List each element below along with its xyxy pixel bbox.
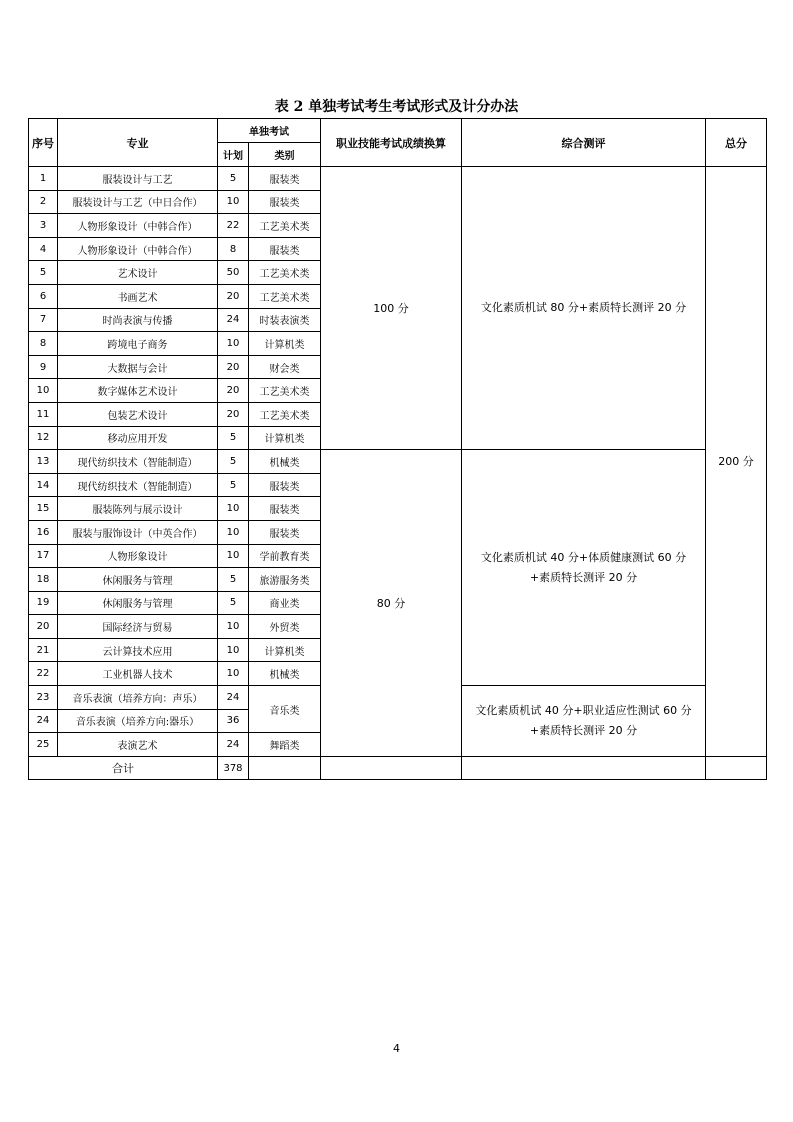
cell-major: 人物形象设计（中韩合作） (58, 237, 218, 261)
cell-plan: 24 (218, 733, 249, 757)
cell-major: 工业机器人技术 (58, 662, 218, 686)
cell-seq: 5 (29, 261, 58, 285)
cell-category: 外贸类 (249, 615, 321, 639)
total-score: 200 分 (706, 167, 767, 757)
cell-plan: 10 (218, 638, 249, 662)
cell-category: 服装类 (249, 190, 321, 214)
header-total: 总分 (706, 119, 767, 167)
table-row (29, 167, 767, 191)
cell-major: 音乐表演（培养方向:器乐） (58, 709, 218, 733)
cell-category: 工艺美术类 (249, 214, 321, 238)
total-plan: 378 (218, 756, 249, 780)
header-category: 类别 (249, 143, 321, 167)
cell-plan: 5 (218, 473, 249, 497)
cell-plan: 24 (218, 308, 249, 332)
cell-plan: 8 (218, 237, 249, 261)
cell-category: 工艺美术类 (249, 261, 321, 285)
cell-major: 艺术设计 (58, 261, 218, 285)
cell-plan: 20 (218, 355, 249, 379)
cell-plan: 10 (218, 190, 249, 214)
cell-plan: 10 (218, 520, 249, 544)
cell-major: 时尚表演与传播 (58, 308, 218, 332)
cell-plan: 5 (218, 450, 249, 474)
cell-category: 工艺美术类 (249, 284, 321, 308)
cell-plan: 20 (218, 284, 249, 308)
cell-plan: 5 (218, 591, 249, 615)
cell-major: 服装与服饰设计（中英合作） (58, 520, 218, 544)
total-empty-category (249, 756, 321, 780)
cell-category: 学前教育类 (249, 544, 321, 568)
cell-major: 书画艺术 (58, 284, 218, 308)
cell-seq: 3 (29, 214, 58, 238)
cell-seq: 20 (29, 615, 58, 639)
cell-seq: 11 (29, 402, 58, 426)
cell-seq: 19 (29, 591, 58, 615)
cell-plan: 20 (218, 379, 249, 403)
cell-major: 音乐表演（培养方向：声乐） (58, 686, 218, 710)
cell-major: 服装设计与工艺 (58, 167, 218, 191)
cell-seq: 24 (29, 709, 58, 733)
cell-seq: 9 (29, 355, 58, 379)
cell-major: 服装陈列与展示设计 (58, 497, 218, 521)
cell-category: 服装类 (249, 473, 321, 497)
header-exam-group: 单独考试 (218, 119, 321, 143)
cell-seq: 22 (29, 662, 58, 686)
cell-plan: 5 (218, 568, 249, 592)
cell-plan: 5 (218, 167, 249, 191)
table-title: 表 2 单独考试考生考试形式及计分办法 (274, 99, 519, 115)
total-row (29, 756, 767, 780)
eval-group-b (462, 450, 706, 686)
cell-major: 表演艺术 (58, 733, 218, 757)
cell-category: 计算机类 (249, 638, 321, 662)
cell-seq: 10 (29, 379, 58, 403)
cell-seq: 14 (29, 473, 58, 497)
cell-seq: 25 (29, 733, 58, 757)
cell-category: 服装类 (249, 520, 321, 544)
cell-plan: 10 (218, 544, 249, 568)
eval-group-b-line1: 文化素质机试 40 分+体质健康测试 60 分 (480, 550, 687, 564)
cell-category: 财会类 (249, 355, 321, 379)
cell-plan: 10 (218, 332, 249, 356)
cell-category: 计算机类 (249, 426, 321, 450)
cell-category: 舞蹈类 (249, 733, 321, 757)
cell-category: 时装表演类 (249, 308, 321, 332)
cell-seq: 15 (29, 497, 58, 521)
cell-major: 包装艺术设计 (58, 402, 218, 426)
cell-major: 休闲服务与管理 (58, 568, 218, 592)
header-plan: 计划 (218, 143, 249, 167)
header-major: 专业 (58, 119, 218, 167)
cell-seq: 16 (29, 520, 58, 544)
cell-plan: 10 (218, 615, 249, 639)
cell-major: 国际经济与贸易 (58, 615, 218, 639)
eval-group-c (462, 686, 706, 757)
cell-plan: 24 (218, 686, 249, 710)
cell-seq: 7 (29, 308, 58, 332)
cell-seq: 4 (29, 237, 58, 261)
cell-major: 人物形象设计 (58, 544, 218, 568)
cell-plan: 36 (218, 709, 249, 733)
cell-category: 服装类 (249, 497, 321, 521)
skill-score-group-b: 80 分 (321, 450, 462, 757)
cell-seq: 12 (29, 426, 58, 450)
cell-major: 移动应用开发 (58, 426, 218, 450)
cell-plan: 22 (218, 214, 249, 238)
header-eval: 综合测评 (462, 119, 706, 167)
eval-group-c-line2: +素质特长测评 20 分 (529, 723, 638, 737)
cell-major: 现代纺织技术（智能制造） (58, 450, 218, 474)
cell-plan: 10 (218, 662, 249, 686)
cell-plan: 10 (218, 497, 249, 521)
cell-category: 服装类 (249, 167, 321, 191)
cell-major: 服装设计与工艺（中日合作） (58, 190, 218, 214)
cell-plan: 50 (218, 261, 249, 285)
cell-seq: 18 (29, 568, 58, 592)
cell-seq: 2 (29, 190, 58, 214)
cell-seq: 17 (29, 544, 58, 568)
cell-category: 机械类 (249, 450, 321, 474)
cell-seq: 13 (29, 450, 58, 474)
cell-category: 工艺美术类 (249, 402, 321, 426)
cell-seq: 23 (29, 686, 58, 710)
cell-major: 云计算技术应用 (58, 638, 218, 662)
cell-category: 工艺美术类 (249, 379, 321, 403)
total-empty-total (706, 756, 767, 780)
total-empty-skill (321, 756, 462, 780)
cell-seq: 8 (29, 332, 58, 356)
cell-category-merged: 音乐类 (249, 686, 321, 733)
cell-major: 现代纺织技术（智能制造） (58, 473, 218, 497)
total-empty-eval (462, 756, 706, 780)
cell-major: 人物形象设计（中韩合作） (58, 214, 218, 238)
table-row (29, 450, 767, 474)
cell-plan: 5 (218, 426, 249, 450)
header-skill: 职业技能考试成绩换算 (321, 119, 462, 167)
cell-category: 旅游服务类 (249, 568, 321, 592)
cell-seq: 1 (29, 167, 58, 191)
cell-seq: 21 (29, 638, 58, 662)
total-label: 合计 (29, 756, 218, 780)
cell-major: 跨境电子商务 (58, 332, 218, 356)
exam-table (28, 118, 767, 780)
cell-category: 服装类 (249, 237, 321, 261)
cell-category: 计算机类 (249, 332, 321, 356)
cell-major: 休闲服务与管理 (58, 591, 218, 615)
eval-group-a: 文化素质机试 80 分+素质特长测评 20 分 (462, 167, 706, 450)
eval-group-c-line1: 文化素质机试 40 分+职业适应性测试 60 分 (475, 703, 692, 717)
cell-category: 机械类 (249, 662, 321, 686)
page-number: 4 (393, 1042, 400, 1055)
cell-seq: 6 (29, 284, 58, 308)
cell-major: 大数据与会计 (58, 355, 218, 379)
header-seq: 序号 (29, 119, 58, 167)
cell-major: 数字媒体艺术设计 (58, 379, 218, 403)
skill-score-group-a: 100 分 (321, 167, 462, 450)
eval-group-b-line2: +素质特长测评 20 分 (529, 570, 638, 584)
cell-category: 商业类 (249, 591, 321, 615)
cell-plan: 20 (218, 402, 249, 426)
